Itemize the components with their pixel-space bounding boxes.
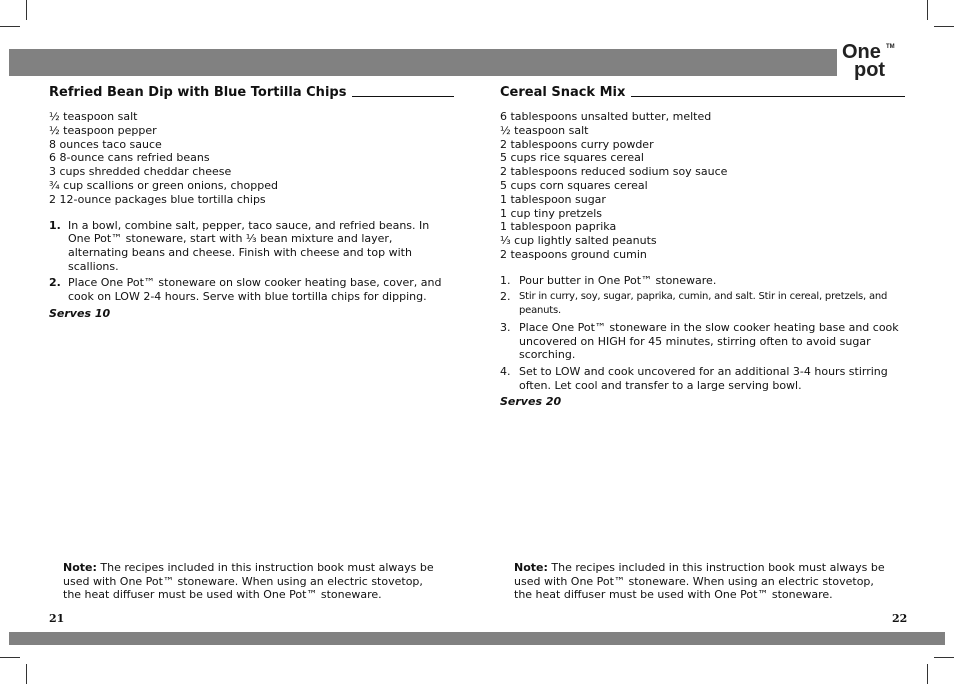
note-text: The recipes included in this instruction book must always be used with One Pot™ stoneware. When using an electric stovetop, the heat diffuser must be used with One Pot™ stoneware.	[514, 561, 885, 601]
ingredient-item: 2 tablespoons reduced sodium soy sauce	[500, 165, 728, 179]
step-item	[500, 274, 905, 288]
step-item	[500, 321, 905, 362]
step-text: Pour butter in One Pot™ stoneware.	[519, 273, 717, 287]
crop-mark	[927, 0, 928, 20]
page-number: 22	[892, 612, 908, 625]
step-item	[500, 365, 905, 392]
recipe-title-row	[49, 82, 454, 100]
crop-mark	[26, 0, 27, 20]
recipe-right	[500, 82, 905, 408]
step-number: 1.	[500, 273, 511, 287]
ingredient-item: 6 tablespoons unsalted butter, melted	[500, 110, 712, 123]
title-rule	[631, 96, 905, 97]
step-text: Stir in curry, soy, sugar, paprika, cumin, and salt. Stir in cereal, pretzels, and peanuts.	[519, 291, 888, 317]
step-number: 4.	[500, 364, 511, 378]
step-number: 2.	[49, 276, 61, 290]
logo-text-top: One	[842, 41, 881, 63]
recipe-title-row	[500, 82, 905, 100]
crop-mark	[934, 26, 954, 27]
ingredient-item: 8 ounces taco sauce	[49, 137, 162, 151]
crop-mark	[0, 657, 20, 658]
crop-mark	[934, 657, 954, 658]
ingredient-item: 5 cups corn squares cereal	[500, 178, 648, 192]
ingredient-item: 2 tablespoons curry powder	[500, 137, 654, 151]
ingredient-item: 6 8-ounce cans refried beans	[49, 151, 210, 165]
step-text: Place One Pot™ stoneware on slow cooker heating base, cover, and cook on LOW 2-4 hours. Serve with blue tortilla chips for dipping.	[68, 276, 442, 304]
step-text: Place One Pot™ stoneware in the slow cooker heating base and cook uncovered on HIGH for 45 minutes, stirring often to avoid sugar scorching.	[519, 320, 899, 362]
crop-mark	[927, 664, 928, 684]
note-text: The recipes included in this instruction book must always be used with One Pot™ stoneware. When using an electric stovetop, the heat diffuser must be used with One Pot™ stoneware.	[63, 561, 434, 601]
step-item	[49, 276, 454, 303]
serves-label: Serves 20	[500, 395, 562, 409]
usage-note	[514, 561, 894, 602]
step-text: Set to LOW and cook uncovered for an additional 3-4 hours stirring often. Let cool and transfer to a large serving bowl.	[519, 364, 888, 392]
step-text: In a bowl, combine salt, pepper, taco sauce, and refried beans. In One Pot™ stoneware, start with ⅓ bean mixture and layer, alternating beans and cheese. Finish with cheese and top with scallions.	[68, 218, 430, 273]
ingredient-item: 5 cups rice squares cereal	[500, 151, 644, 165]
ingredient-item: ½ teaspoon salt	[49, 110, 138, 123]
step-item	[500, 290, 905, 317]
ingredient-item: 2 teaspoons ground cumin	[500, 247, 647, 261]
ingredient-item: 1 tablespoon sugar	[500, 192, 606, 206]
step-list	[49, 219, 454, 304]
ingredient-item: ½ teaspoon pepper	[49, 123, 157, 137]
recipe-title: Cereal Snack Mix	[500, 85, 626, 100]
logo-text-bottom: pot	[854, 59, 886, 80]
recipe-left	[49, 82, 454, 320]
one-pot-logo	[840, 38, 900, 80]
recipe-title: Refried Bean Dip with Blue Tortilla Chips	[49, 85, 347, 100]
page-number: 21	[49, 612, 65, 625]
ingredient-list	[500, 110, 905, 262]
crop-mark	[0, 26, 20, 27]
step-number: 1.	[49, 218, 61, 232]
ingredient-item: 1 cup tiny pretzels	[500, 206, 603, 220]
header-bar	[9, 49, 837, 76]
crop-mark	[26, 664, 27, 684]
ingredient-item: ¾ cup scallions or green onions, chopped	[49, 178, 278, 192]
step-item	[49, 219, 454, 274]
ingredient-item: 3 cups shredded cheddar cheese	[49, 165, 232, 179]
usage-note	[63, 561, 443, 602]
note-label: Note:	[63, 561, 97, 574]
note-label: Note:	[514, 561, 548, 574]
step-number: 3.	[500, 320, 511, 334]
ingredient-item: 2 12-ounce packages blue tortilla chips	[49, 192, 266, 206]
step-list	[500, 274, 905, 393]
logo-tm: TM	[886, 44, 895, 50]
serves-label: Serves 10	[49, 306, 111, 320]
ingredient-item: 1 tablespoon paprika	[500, 220, 617, 234]
title-rule	[352, 96, 454, 97]
ingredient-list	[49, 110, 454, 207]
ingredient-item: ½ teaspoon salt	[500, 123, 589, 137]
ingredient-item: ⅓ cup lightly salted peanuts	[500, 234, 657, 248]
footer-bar	[9, 632, 945, 645]
step-number: 2.	[500, 290, 511, 304]
